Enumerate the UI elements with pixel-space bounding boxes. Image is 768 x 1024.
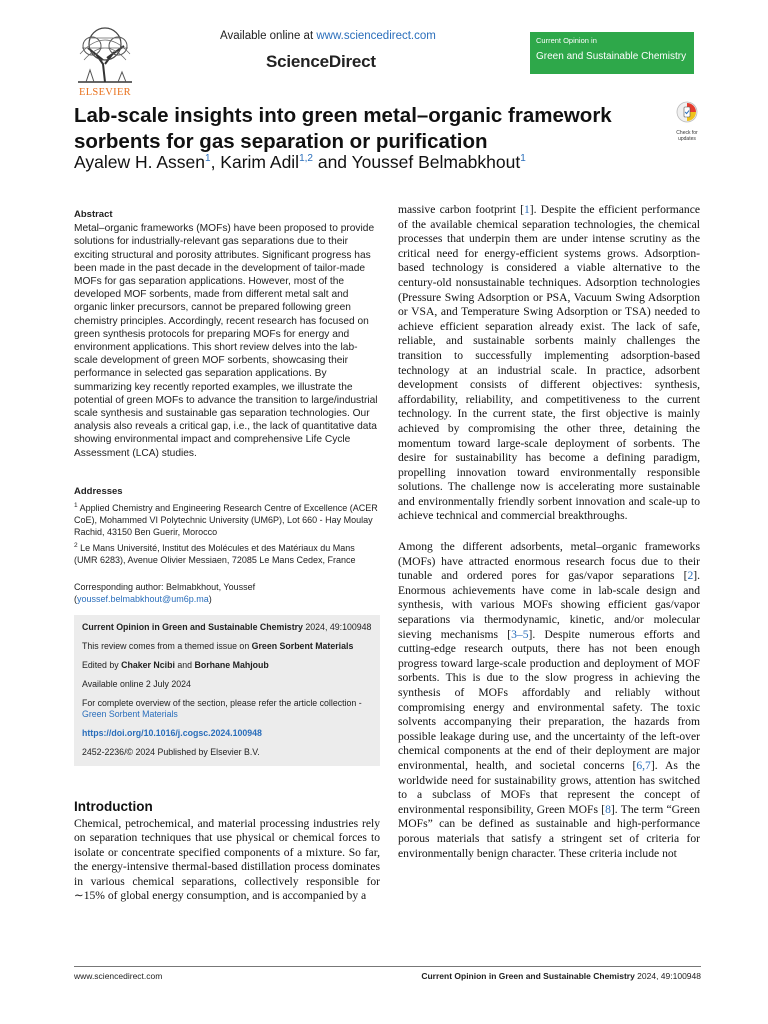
footer-url[interactable]: www.sciencedirect.com [74,971,163,981]
addresses-heading: Addresses [74,485,123,497]
reference-link[interactable]: 3–5 [511,627,529,641]
available-online-date: Available online 2 July 2024 [82,678,191,689]
author-list [74,152,526,173]
sciencedirect-link[interactable]: www.sciencedirect.com [316,30,436,42]
overview-prefix: For complete overview of the section, please refer the article collection - [82,697,362,708]
editors-line [82,660,372,671]
footer-citation [421,971,701,981]
body-text: massive carbon footprint [ [398,203,524,216]
body-text: Among the different adsorbents, metal–organic frameworks (MOFs) have attracted enormous research focus due to their tunable and ordered pores for gas/vapor separations [ [398,540,700,583]
editor-separator: and [174,659,195,670]
footer-journal: Current Opinion in Green and Sustainable Chemistry [421,971,635,981]
available-online-line [220,30,436,42]
corresponding-email-link[interactable]: youssef.belmabkhout@um6p.ma [77,594,209,605]
journal-citation: 2024, 49:100948 [302,622,372,633]
edited-prefix: Edited by [82,659,122,670]
overview-line [82,698,372,721]
corresponding-suffix: ) [208,594,212,605]
introduction-heading: Introduction [74,799,153,815]
address-number: 2 [74,542,78,550]
corresponding-author [74,581,380,605]
address-text: Applied Chemistry and Engineering Research Centre of Excellence (ACER CoE), Mohammed VI Polytechnic University (UM6P), Lot 660 - Hay Moulay Rachid, 43150 Ben Guerir, Morocco [74,503,378,537]
reference-link[interactable]: 6,7 [636,758,651,772]
reference-link[interactable]: 8 [605,802,611,816]
body-paragraph [398,540,700,861]
author-name[interactable]: Youssef Belmabkhout [351,152,521,172]
body-text: ]. The term “Green MOFs” can be defined as sustainable and high-performance porous materials that satisfy a stringent set of criteria for environmentally benign character. These criteria include not [398,802,701,860]
address-text: Le Mans Université, Institut des Molécules et des Matériaux du Mans (UMR 6283), Avenue Olivier Messiaen, 72085 Le Mans Cedex, France [74,543,356,566]
footer-divider [74,966,701,967]
left-column [74,208,380,904]
editor-name: Chaker Ncibi [121,659,175,670]
elsevier-wordmark: ELSEVIER [79,87,131,98]
citation-line [82,622,372,633]
journal-banner-line1: Current Opinion in [536,36,597,45]
issn-copyright: 2452-2236/© 2024 Published by Elsevier B.V. [82,746,260,757]
editor-name: Borhane Mahjoub [194,659,269,670]
abstract-text: Metal–organic frameworks (MOFs) have been proposed to provide solutions for industrially-relevant gas separations due to their exciting structural and porosity attributes. Significant progress has been made in the past decade in the development of tailor-made MOFs for gas separation applications. However, most of the developed MOF sorbents, made from different metal salt and organic linker precursors, cannot be prepared following green chemistry principles. Accordingly, recent research has focused on green synthesis protocols for preparing MOFs for energy and environment applications. This short review delves into the lab-scale development of green MOF sorbents, showcasing their performance in selected gas separation applications. By summarizing key recently reported examples, we illustrate the potential of green MOFs to advance the transition to large/industrial scale synthesis and sustainable gas separation technologies. Our analysis also reveals a critical gap, i.e., the lack of quantitative data showing environmental impact and comprehensive Life Cycle Assessment (LCA) studies. [74,223,378,459]
body-text: ]. As the worldwide need for sustainability grows, attention has switched to a subclass of MOFs that represent the concept of environmental responsibility, Green MOFs [ [398,758,701,816]
address-number: 1 [74,502,78,510]
author-affiliation[interactable]: 1,2 [299,153,313,165]
right-column [398,203,700,861]
author-name[interactable]: Karim Adil [220,152,300,172]
author-separator: , [210,152,221,172]
author-name[interactable]: Ayalew H. Assen [74,152,205,172]
themed-issue-line [82,641,372,652]
author-affiliation[interactable]: 1 [205,153,211,165]
journal-banner[interactable] [530,32,694,74]
themed-prefix: This review comes from a themed issue on [82,640,252,651]
body-paragraph [398,203,700,524]
author-separator: and [312,152,352,172]
themed-issue-name: Green Sorbent Materials [251,640,354,651]
corresponding-prefix: Corresponding author: Belmabkhout, Youssef ( [74,582,256,605]
address-item [74,500,380,538]
body-text: ]. Despite numerous efforts and cutting-edge research outputs, there has not been enough progress toward large-scale production and deployment of MOF sorbents. This is due to the slow progress in achieving the synthesis of MOFs affordably and reliably without compromising energy and environmental safety. The toxic solvents accompanying their preparation, the hazards from possible leakage during use, and the uncertainty of the left-over chemical components at the end of their deployment are major environmental, health, and societal concerns [ [398,627,701,772]
article-title: Lab-scale insights into green metal–organic framework sorbents for gas separation or purification [74,104,612,153]
body-text: ]. Enormous achievements have come in lab-scale design and synthesis, with various MOFs showing efficient gas/vapor separations via thermodynamic, kinetic, and/or molecular sieving mechanisms [ [398,569,700,641]
collection-link[interactable]: Green Sorbent Materials [82,709,178,720]
addresses-section [74,485,380,567]
reference-link[interactable]: 1 [524,203,530,216]
reference-link[interactable]: 2 [687,569,694,583]
address-item [74,540,380,567]
author-affiliation[interactable]: 1 [520,153,526,165]
sciencedirect-wordmark[interactable]: ScienceDirect [266,52,376,71]
crossmark-icon [676,101,698,125]
abstract-heading: Abstract [74,209,113,220]
available-prefix: Available online at [220,30,317,42]
body-text: ]. Despite the efficient performance of the available chemical separation technologies, the chemical processes that underpin them are under intense scrutiny as the critical need for energy-efficient systems grows. Adsorption-based technology is considered a viable alternative to the century-old nonsustainable techniques. Adsorption technologies (Pressure Swing Adsorption or PSA, Vacuum Swing Adsorption or VSA, and Temperature Swing Adsorption or TSA) needed to achieve efficient separation already exist. The lack of safe, reliable, and sustainable sorbents mainly challenges the transition to successfully implementing adsorption-based technology at an industrial scale. In practice, adsorbent development consists of different objectives: synthesis, affordability, reliability, and competitiveness to the current technology. In the current state, the first objective is mainly achieved by compromising the other three, detaining the momentum toward large-scale deployment of sorbents. The desire for sustainability has become a defining paradigm, propelling innovation toward environmentally responsible solutions. The challenge now is accelerating more sustainable and environmentally friendly sorbent innovation and scale-up to achieve technical and commercial breakthroughs. [398,203,700,523]
check-for-updates-label: Check for updates [676,130,698,142]
doi-link[interactable]: https://doi.org/10.1016/j.cogsc.2024.100948 [82,727,262,738]
introduction-paragraph: Chemical, petrochemical, and material processing industries rely on separation techniques that use physical or chemical forces to isolate or concentrate specified components of a mixture. So far, the energy-intensive thermal-based distillation process dominates in various chemical separations, collectively responsible for ∼15% of global energy consumption, and is accompanied by a [74,816,380,903]
article-info-box [74,615,380,766]
check-for-updates-badge[interactable] [673,101,701,142]
journal-name: Current Opinion in Green and Sustainable Chemistry [82,622,303,633]
footer-volume: 2024, 49:100948 [634,971,701,981]
journal-banner-line2: Green and Sustainable Chemistry [536,51,687,62]
